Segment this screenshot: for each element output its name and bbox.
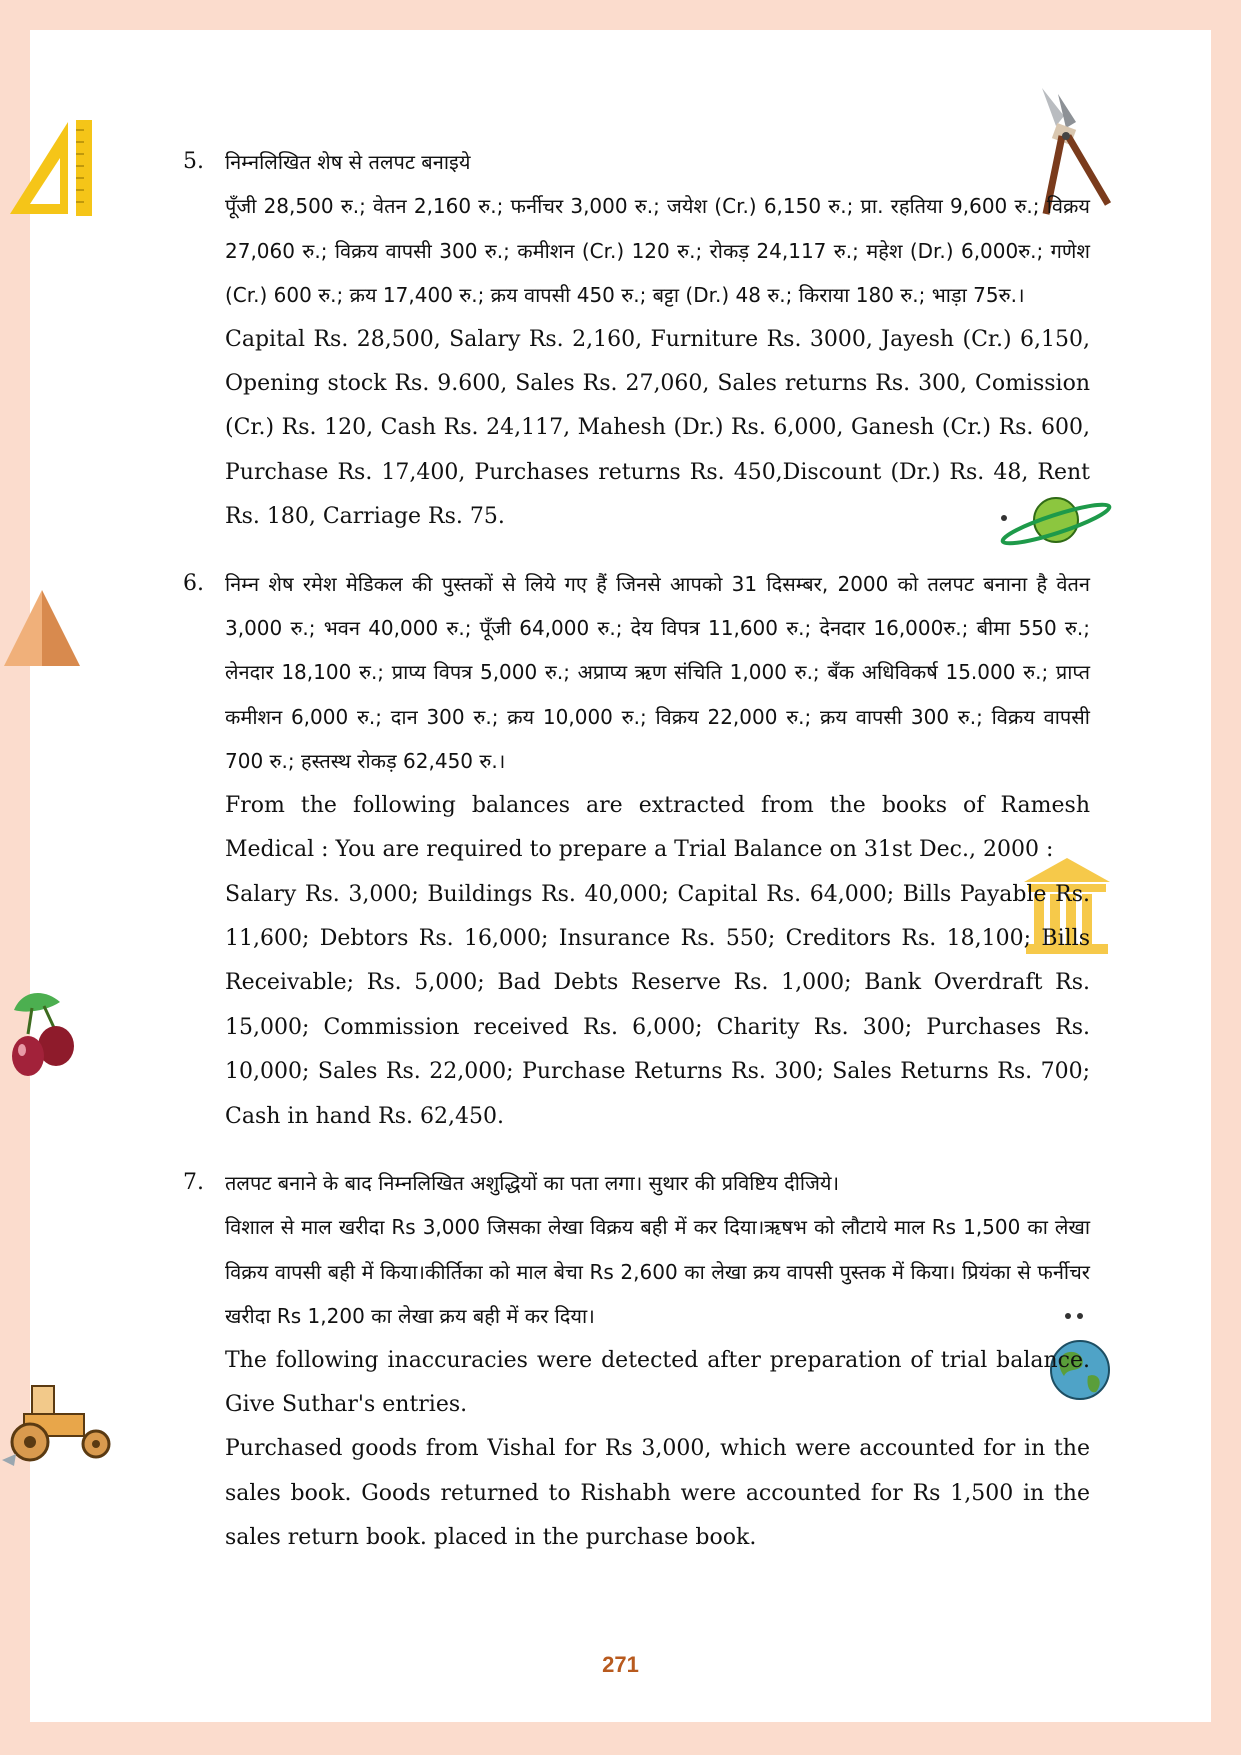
question-instruction-english: The following inaccuracies were detected after preparation of trial balance. Give Suthar's entries. xyxy=(225,1347,1090,1417)
pyramid-icon xyxy=(2,588,82,668)
question-number: 6. xyxy=(183,570,204,596)
page-number: 271 xyxy=(602,1652,639,1677)
question-text-hindi: निम्न शेष रमेश मेडिकल की पुस्तकों से लिये गए हैं जिनसे आपको 31 दिसम्बर, 2000 को तलपट बनाना है वेतन 3,000 रु.; भवन 40,000 रु.; पूँजी 64,000 रु.; देय विपत्र 11,600 रु.; देनदार 16,000रु.; बीमा 550 रु.; लेनदार 18,100 रु.; प्राप्य विपत्र 5,000 रु.; अप्राप्य ऋण संचिति 1,000 रु.; बँक अधिविकर्ष 15.000 रु.; प्राप्त कमीशन 6,000 रु.; दान 300 रु.; क्रय 10,000 रु.; विक्रय 22,000 रु.; क्रय वापसी 300 रु.; विक्रय वापसी 700 रु.; हस्तस्थ रोकड़ 62,450 रु.। xyxy=(225,571,1090,774)
question-6 xyxy=(183,562,1090,1139)
question-title-hindi: निम्नलिखित शेष से तलपट बनाइये xyxy=(225,150,471,174)
question-balances-english: Capital Rs. 28,500, Salary Rs. 2,160, Furniture Rs. 3000, Jayesh (Cr.) 6,150, Opening stock Rs. 9.600, Sales Rs. 27,060, Sales returns Rs. 300, Comission (Cr.) Rs. 120, Cash Rs. 24,117, Mahesh (Dr.) Rs. 6,000, Ganesh (Cr.) Rs. 600, Purchase Rs. 17,400, Purchases returns Rs. 450,Discount (Dr.) Rs. 48, Rent Rs. 180, Carriage Rs. 75. xyxy=(225,326,1090,530)
question-list xyxy=(183,140,1090,1583)
set-square-ruler-icon xyxy=(6,118,96,218)
question-5 xyxy=(183,140,1090,540)
question-errors-english: Purchased goods from Vishal for Rs 3,000, which were accounted for in the sales book. Goods returned to Rishabh were accounted for Rs 1,500 in the sales return book. placed in the purchase book. xyxy=(225,1436,1090,1551)
question-number: 7. xyxy=(183,1169,204,1195)
question-balances-english: Salary Rs. 3,000; Buildings Rs. 40,000; Capital Rs. 64,000; Bills Payable Rs. 11,600; Debtors Rs. 16,000; Insurance Rs. 550; Creditors Rs. 18,100; Bills Receivable; Rs. 5,000; Bad Debts Reserve Rs. 1,000; Bank Overdraft Rs. 15,000; Commission received Rs. 6,000; Charity Rs. 300; Purchases Rs. 10,000; Sales Rs. 22,000; Purchase Returns Rs. 300; Sales Returns Rs. 700; Cash in hand Rs. 62,450. xyxy=(225,881,1090,1129)
question-number: 5. xyxy=(183,149,204,174)
question-instruction-english: From the following balances are extracted from the books of Ramesh Medical : You are required to prepare a Trial Balance on 31st Dec., 2000 : xyxy=(225,792,1090,863)
question-7 xyxy=(183,1161,1090,1561)
cherries-icon xyxy=(4,986,80,1082)
question-errors-hindi: विशाल से माल खरीदा Rs 3,000 जिसका लेखा विक्रय बही में कर दिया।ऋषभ को लौटाये माल Rs 1,500 का लेखा विक्रय वापसी बही में किया।कीर्तिका को माल बेचा Rs 2,600 का लेखा क्रय वापसी पुस्तक में किया। प्रियंका से फर्नीचर खरीदा Rs 1,200 का लेखा क्रय बही में कर दिया। xyxy=(225,1215,1090,1329)
tractor-icon xyxy=(2,1380,118,1466)
question-title-hindi: तलपट बनाने के बाद निम्नलिखित अशुद्धियों का पता लगा। सुथार की प्रविष्टिय दीजिये। xyxy=(225,1170,840,1195)
question-balances-hindi: पूँजी 28,500 रु.; वेतन 2,160 रु.; फर्नीचर 3,000 रु.; जयेश (Cr.) 6,150 रु.; प्रा. रहतिया 9,600 रु.; विक्रय 27,060 रु.; विक्रय वापसी 300 रु.; कमीशन (Cr.) 120 रु.; रोकड़ 24,117 रु.; महेश (Dr.) 6,000रु.; गणेश (Cr.) 600 रु.; क्रय 17,400 रु.; क्रय वापसी 450 रु.; बट्टा (Dr.) 48 रु.; किराया 180 रु.; भाड़ा 75रु.। xyxy=(225,194,1090,308)
